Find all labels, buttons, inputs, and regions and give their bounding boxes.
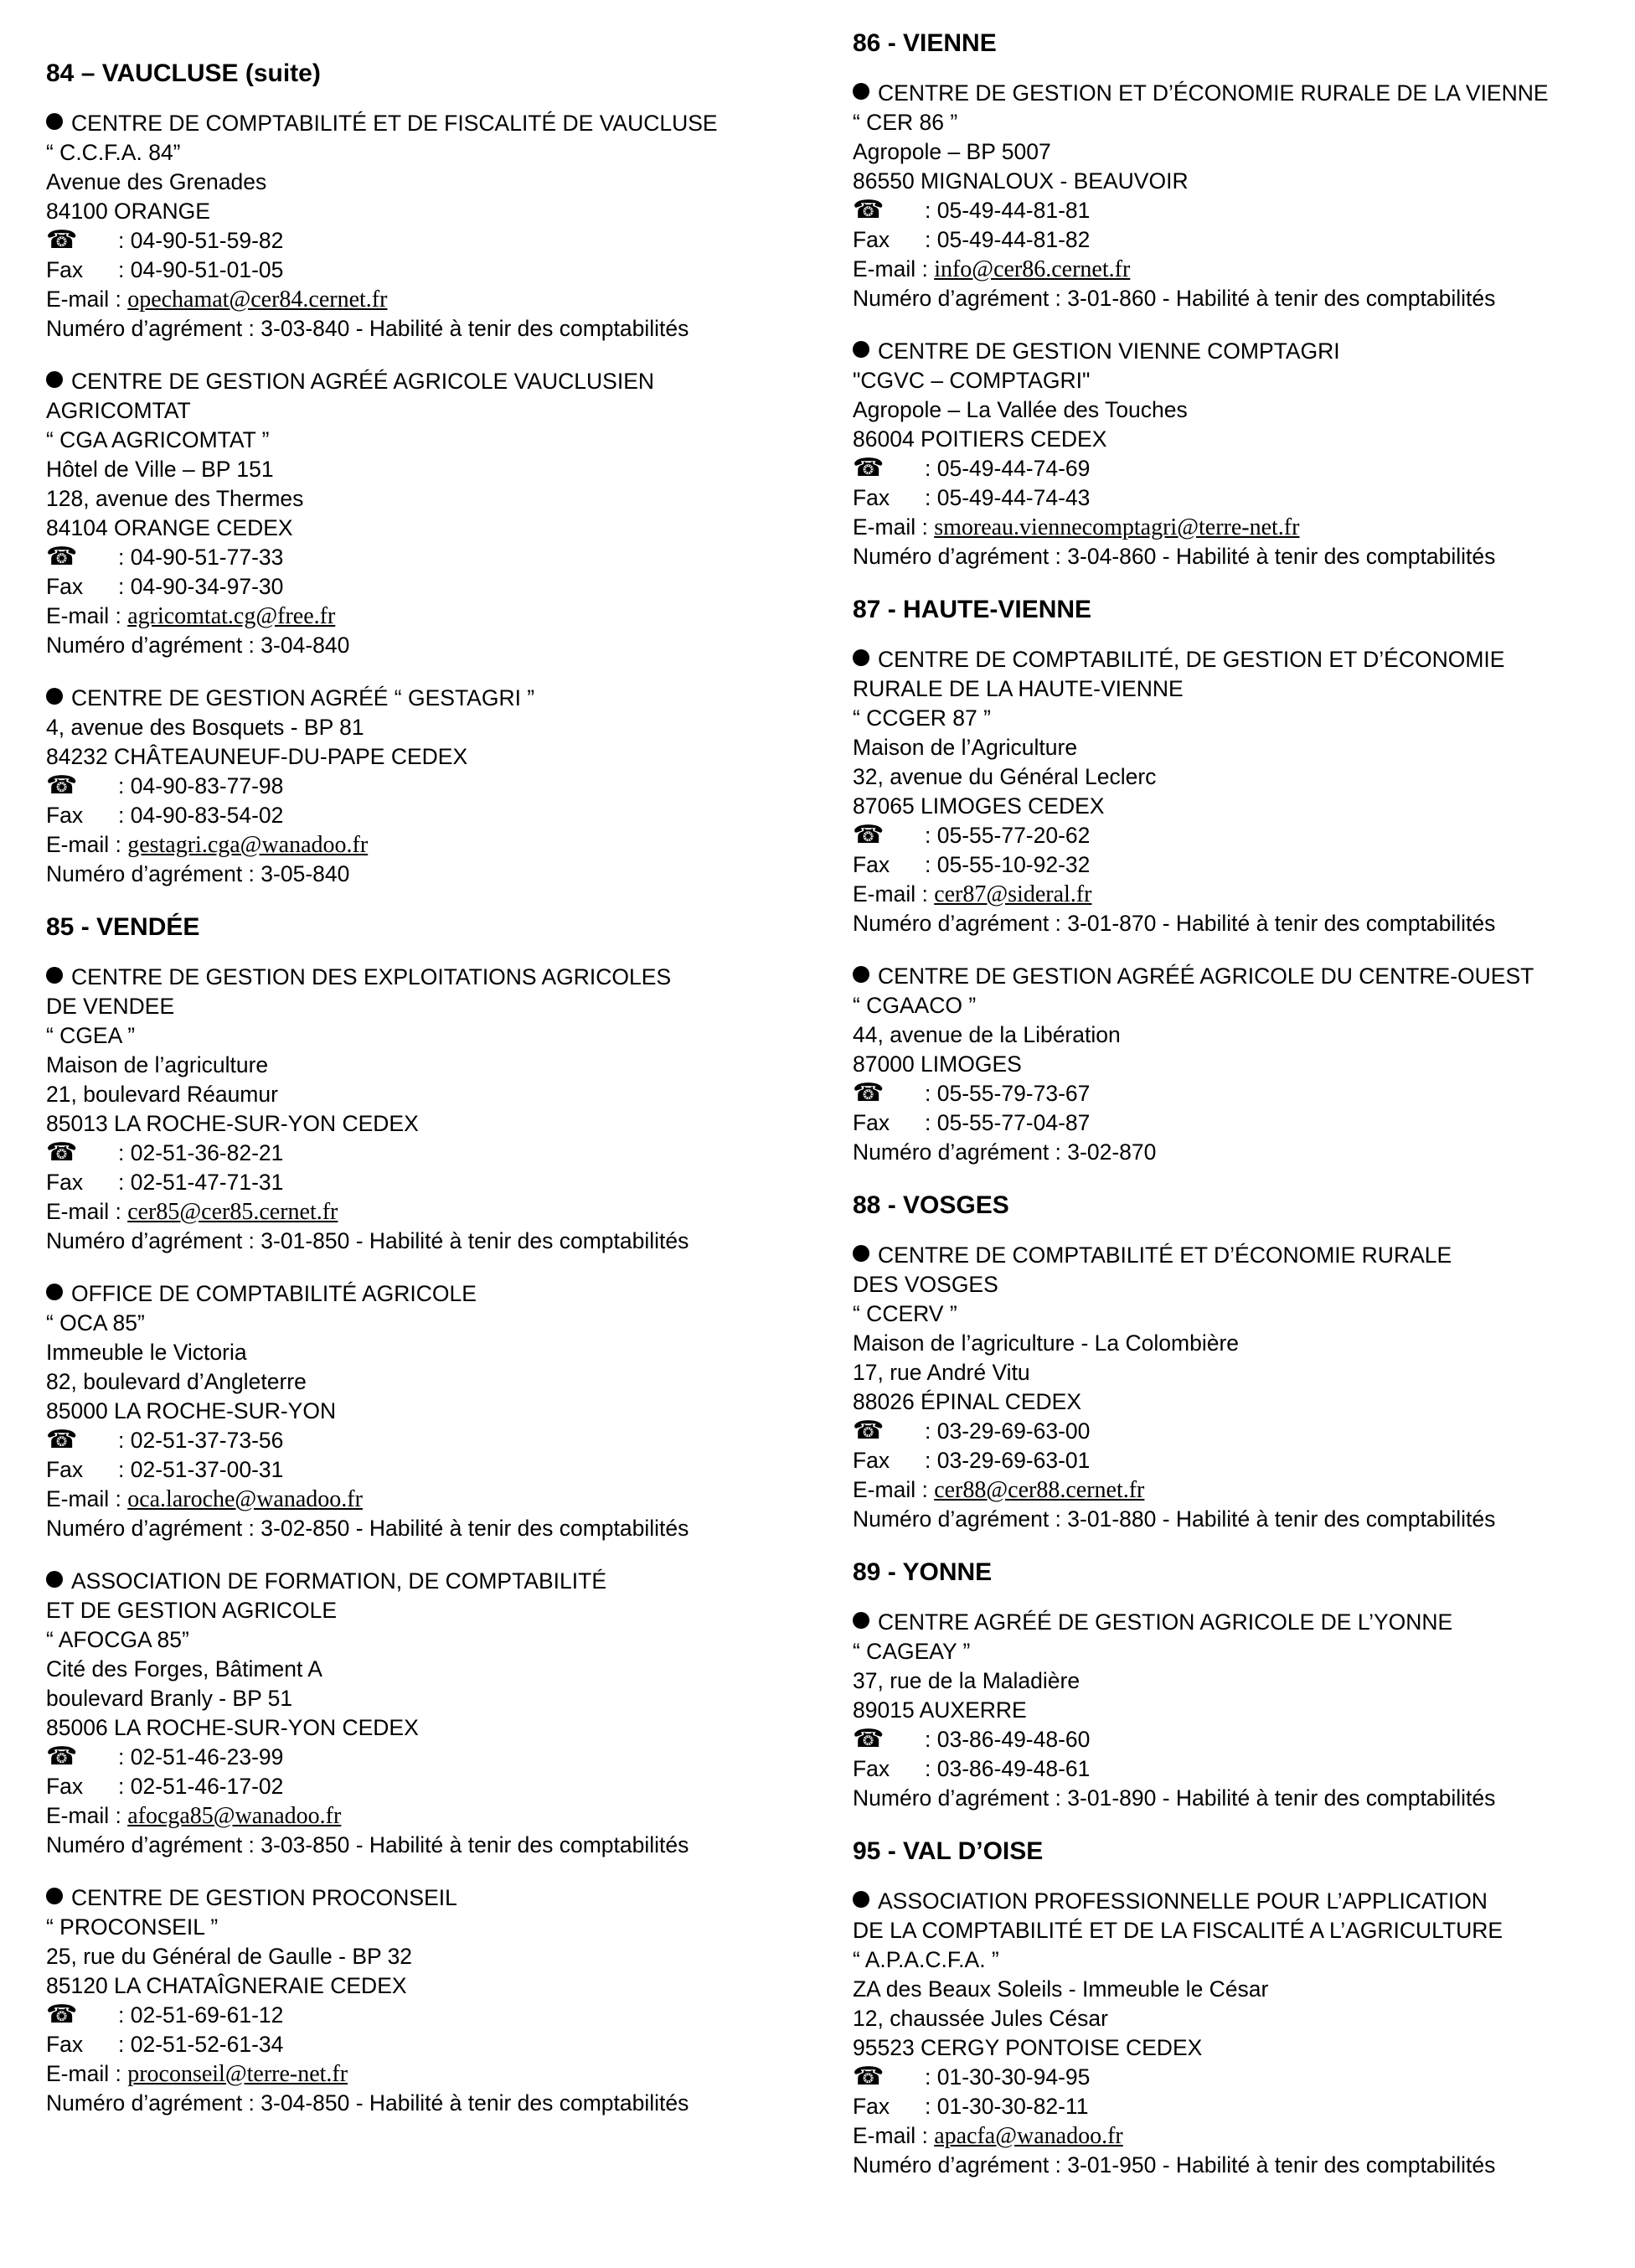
phone-line [46, 1139, 800, 1168]
fax-line [46, 256, 800, 285]
organization-name [853, 1608, 1607, 1637]
fax-number: : 04-90-51-01-05 [118, 257, 284, 282]
address-line: ZA des Beaux Soleils - Immeuble le César [853, 1976, 1269, 2002]
agrement-line: Numéro d’agrément : 3-04-850 - Habilité à tenir des comptabilités [46, 2090, 689, 2116]
address-line: 88026 ÉPINAL CEDEX [853, 1389, 1081, 1414]
organization-entry [46, 1279, 800, 1543]
email-link[interactable]: oca.laroche@wanadoo.fr [127, 1486, 363, 1512]
email-line [46, 602, 800, 631]
organization-entry [46, 684, 800, 889]
organization-name [46, 1279, 800, 1309]
email-label: E-mail : [46, 1199, 128, 1224]
organization-entry [853, 1241, 1607, 1534]
fax-number: : 03-29-69-63-01 [925, 1448, 1091, 1473]
organization-entry [853, 1608, 1607, 1813]
address-line: 85013 LA ROCHE-SUR-YON CEDEX [46, 1111, 419, 1136]
phone-line [853, 196, 1607, 225]
telephone-icon: ☎ [46, 226, 78, 254]
fax-line [853, 1108, 1607, 1138]
address-line: “ PROCONSEIL ” [46, 1914, 219, 1940]
address-line: 128, avenue des Thermes [46, 486, 304, 511]
section-title: 86 - VIENNE [853, 29, 997, 57]
bullet-icon [853, 1245, 869, 1262]
organization-name-text: DE LA COMPTABILITÉ ET DE LA FISCALITÉ A L’AGRICULTURE [853, 1918, 1503, 1943]
organization-name [46, 367, 800, 396]
telephone-icon: ☎ [853, 196, 885, 224]
address-line: 87065 LIMOGES CEDEX [853, 793, 1105, 819]
organization-name [853, 1916, 1607, 1945]
address-line: 32, avenue du Général Leclerc [853, 764, 1157, 789]
right-column [853, 28, 1607, 2203]
email-link[interactable]: opechamat@cer84.cernet.fr [127, 287, 388, 313]
email-line [46, 830, 800, 860]
organization-name-text: CENTRE DE GESTION AGRÉÉ “ GESTAGRI ” [71, 685, 535, 710]
region-section [853, 1191, 1607, 1534]
bullet-icon [853, 1891, 869, 1908]
bullet-icon [46, 1284, 63, 1300]
bullet-icon [853, 966, 869, 983]
fax-number: : 02-51-37-00-31 [118, 1457, 284, 1482]
fax-line [46, 1772, 800, 1801]
address-line: 37, rue de la Maladière [853, 1668, 1081, 1693]
organization-entry [853, 79, 1607, 313]
fax-line [46, 2030, 800, 2059]
fax-number: : 03-86-49-48-61 [925, 1756, 1091, 1781]
phone-number: : 04-90-83-77-98 [118, 773, 284, 798]
organization-name [853, 1270, 1607, 1299]
fax-line [853, 2092, 1607, 2121]
fax-line [46, 572, 800, 602]
organization-entry [853, 1887, 1607, 2180]
phone-line [46, 543, 800, 572]
phone-number: : 02-51-36-82-21 [118, 1140, 284, 1165]
phone-number: : 01-30-30-94-95 [925, 2064, 1091, 2090]
fax-line [853, 1446, 1607, 1475]
email-label: E-mail : [46, 603, 128, 628]
address-line: Maison de l’agriculture - La Colombière [853, 1330, 1240, 1356]
telephone-icon: ☎ [46, 2001, 78, 2028]
email-line [853, 255, 1607, 284]
section-title: 88 - VOSGES [853, 1191, 1009, 1219]
address-line: 85120 LA CHATAÎGNERAIE CEDEX [46, 1973, 407, 1998]
agrement-line: Numéro d’agrément : 3-01-880 - Habilité à tenir des comptabilités [853, 1506, 1496, 1532]
organization-name-text: RURALE DE LA HAUTE-VIENNE [853, 676, 1184, 701]
address-line: 84232 CHÂTEAUNEUF-DU-PAPE CEDEX [46, 744, 468, 769]
phone-number: : 05-49-44-74-69 [925, 456, 1091, 481]
organization-name [853, 337, 1607, 366]
phone-line [46, 226, 800, 256]
organization-name [46, 963, 800, 992]
address-line: 17, rue André Vitu [853, 1360, 1030, 1385]
address-line: “ CCERV ” [853, 1301, 957, 1326]
address-line: 85006 LA ROCHE-SUR-YON CEDEX [46, 1715, 419, 1740]
phone-number: : 02-51-69-61-12 [118, 2002, 284, 2028]
address-line: “ CGEA ” [46, 1023, 136, 1048]
address-line: “ CGA AGRICOMTAT ” [46, 427, 270, 452]
organization-name-text: OFFICE DE COMPTABILITÉ AGRICOLE [71, 1281, 477, 1306]
organization-entry [853, 337, 1607, 571]
fax-label: Fax [46, 803, 84, 828]
address-line: 86004 POITIERS CEDEX [853, 426, 1107, 452]
email-link[interactable]: proconseil@terre-net.fr [127, 2061, 348, 2087]
organization-entry [46, 1883, 800, 2118]
organization-name [853, 674, 1607, 704]
organization-entry [46, 1567, 800, 1860]
phone-number: : 03-86-49-48-60 [925, 1727, 1091, 1752]
organization-name-text: DES VOSGES [853, 1272, 998, 1297]
organization-name [853, 1887, 1607, 1916]
fax-number: : 05-49-44-74-43 [925, 485, 1091, 510]
telephone-icon: ☎ [853, 1725, 885, 1753]
organization-name-text: CENTRE DE GESTION DES EXPLOITATIONS AGRICOLES [71, 964, 672, 989]
bullet-icon [46, 371, 63, 388]
phone-number: : 03-29-69-63-00 [925, 1418, 1091, 1444]
fax-number: : 05-55-77-04-87 [925, 1110, 1091, 1135]
fax-label: Fax [46, 574, 84, 599]
fax-label: Fax [853, 1110, 890, 1135]
telephone-icon: ☎ [853, 1417, 885, 1444]
organization-name-text: CENTRE DE GESTION AGRÉÉ AGRICOLE VAUCLUSIEN [71, 369, 655, 394]
organization-name-text: DE VENDEE [46, 994, 175, 1019]
agrement-line: Numéro d’agrément : 3-01-890 - Habilité à tenir des comptabilités [853, 1785, 1496, 1811]
address-line: Maison de l’agriculture [46, 1052, 269, 1077]
region-section [46, 912, 800, 2118]
fax-label: Fax [46, 257, 84, 282]
organization-name [46, 109, 800, 138]
organization-entry [853, 645, 1607, 938]
bullet-icon [853, 649, 869, 666]
address-line: “ CGAACO ” [853, 993, 977, 1018]
agrement-line: Numéro d’agrément : 3-01-950 - Habilité à tenir des comptabilités [853, 2152, 1496, 2178]
bullet-icon [853, 1612, 869, 1629]
bullet-icon [853, 83, 869, 100]
organization-name [46, 684, 800, 713]
email-line [853, 513, 1607, 542]
address-line: 84100 ORANGE [46, 199, 210, 224]
email-label: E-mail : [46, 1486, 128, 1511]
region-section [853, 1837, 1607, 2180]
address-line: "CGVC – COMPTAGRI" [853, 368, 1091, 393]
phone-line [853, 454, 1607, 483]
address-line: 12, chaussée Jules César [853, 2006, 1108, 2031]
bullet-icon [46, 1888, 63, 1904]
organization-name [853, 1241, 1607, 1270]
email-label: E-mail : [853, 2123, 935, 2148]
address-line: 44, avenue de la Libération [853, 1022, 1121, 1047]
phone-line [46, 2001, 800, 2030]
telephone-icon: ☎ [46, 772, 78, 799]
organization-entry [46, 109, 800, 344]
fax-line [853, 850, 1607, 880]
fax-number: : 01-30-30-82-11 [925, 2094, 1089, 2119]
fax-label: Fax [46, 1170, 84, 1195]
agrement-line: Numéro d’agrément : 3-02-850 - Habilité à tenir des comptabilités [46, 1516, 689, 1541]
email-link[interactable]: apacfa@wanadoo.fr [934, 2123, 1123, 2149]
phone-number: : 04-90-51-59-82 [118, 228, 284, 253]
fax-label: Fax [853, 852, 890, 877]
email-link[interactable]: cer85@cer85.cernet.fr [127, 1199, 338, 1225]
email-line [853, 1475, 1607, 1505]
organization-name-text: CENTRE DE GESTION ET D’ÉCONOMIE RURALE DE LA VIENNE [878, 80, 1549, 106]
address-line: “ CCGER 87 ” [853, 705, 991, 731]
email-label: E-mail : [853, 256, 935, 282]
address-line: 21, boulevard Réaumur [46, 1082, 278, 1107]
fax-label: Fax [853, 1448, 890, 1473]
fax-label: Fax [46, 2032, 84, 2057]
phone-line [853, 2063, 1607, 2092]
phone-line [46, 772, 800, 801]
fax-number: : 02-51-47-71-31 [118, 1170, 284, 1195]
bullet-icon [46, 113, 63, 130]
fax-label: Fax [853, 2094, 890, 2119]
agrement-line: Numéro d’agrément : 3-04-860 - Habilité à tenir des comptabilités [853, 544, 1496, 569]
email-line [46, 1485, 800, 1514]
email-label: E-mail : [853, 514, 935, 540]
organization-name-text: ET DE GESTION AGRICOLE [46, 1598, 338, 1623]
address-line: “ OCA 85” [46, 1310, 145, 1335]
fax-label: Fax [853, 485, 890, 510]
fax-label: Fax [853, 1756, 890, 1781]
section-title: 85 - VENDÉE [46, 913, 200, 941]
fax-line [853, 225, 1607, 255]
region-section [853, 1558, 1607, 1813]
fax-number: : 05-49-44-81-82 [925, 227, 1091, 252]
email-line [46, 285, 800, 314]
organization-name-text: ASSOCIATION DE FORMATION, DE COMPTABILITÉ [71, 1568, 607, 1594]
phone-line [853, 1079, 1607, 1108]
phone-number: : 05-49-44-81-81 [925, 198, 1091, 223]
address-line: Cité des Forges, Bâtiment A [46, 1656, 322, 1682]
telephone-icon: ☎ [853, 2063, 885, 2090]
address-line: 4, avenue des Bosquets - BP 81 [46, 715, 364, 740]
agrement-line: Numéro d’agrément : 3-01-870 - Habilité à tenir des comptabilités [853, 911, 1496, 936]
phone-number: : 02-51-46-23-99 [118, 1744, 284, 1769]
address-line: 85000 LA ROCHE-SUR-YON [46, 1398, 337, 1423]
fax-label: Fax [853, 227, 890, 252]
address-line: “ AFOCGA 85” [46, 1627, 189, 1652]
address-line: “ A.P.A.C.F.A. ” [853, 1947, 999, 1972]
fax-number: : 04-90-34-97-30 [118, 574, 284, 599]
left-column [46, 59, 800, 2141]
bullet-icon [46, 1571, 63, 1588]
telephone-icon: ☎ [853, 454, 885, 482]
address-line: 87000 LIMOGES [853, 1051, 1022, 1077]
email-link[interactable]: smoreau.viennecomptagri@terre-net.fr [934, 514, 1300, 540]
phone-line [853, 821, 1607, 850]
organization-name-text: AGRICOMTAT [46, 398, 191, 423]
organization-name-text: CENTRE DE COMPTABILITÉ ET D’ÉCONOMIE RURALE [878, 1242, 1452, 1268]
address-line: Agropole – La Vallée des Touches [853, 397, 1188, 422]
email-label: E-mail : [853, 881, 935, 907]
telephone-icon: ☎ [46, 1426, 78, 1454]
fax-number: : 02-51-46-17-02 [118, 1774, 284, 1799]
fax-number: : 05-55-10-92-32 [925, 852, 1091, 877]
phone-line [46, 1743, 800, 1772]
section-title: 87 - HAUTE-VIENNE [853, 596, 1092, 623]
telephone-icon: ☎ [46, 543, 78, 571]
agrement-line: Numéro d’agrément : 3-03-850 - Habilité à tenir des comptabilités [46, 1832, 689, 1857]
email-link[interactable]: info@cer86.cernet.fr [934, 256, 1131, 282]
organization-name [853, 79, 1607, 108]
telephone-icon: ☎ [46, 1743, 78, 1770]
address-line: 25, rue du Général de Gaulle - BP 32 [46, 1944, 413, 1969]
address-line: “ CER 86 ” [853, 110, 958, 135]
organization-entry [46, 367, 800, 660]
address-line: 95523 CERGY PONTOISE CEDEX [853, 2035, 1203, 2060]
phone-number: : 04-90-51-77-33 [118, 545, 284, 570]
address-line: Avenue des Grenades [46, 169, 267, 194]
agrement-line: Numéro d’agrément : 3-01-860 - Habilité à tenir des comptabilités [853, 286, 1496, 311]
organization-entry [46, 963, 800, 1256]
organization-name [46, 1883, 800, 1913]
telephone-icon: ☎ [853, 821, 885, 849]
agrement-line: Numéro d’agrément : 3-04-840 [46, 633, 350, 658]
fax-line [46, 801, 800, 830]
organization-name [853, 962, 1607, 991]
organization-name [46, 396, 800, 426]
phone-number: : 05-55-77-20-62 [925, 823, 1091, 848]
agrement-line: Numéro d’agrément : 3-01-850 - Habilité à tenir des comptabilités [46, 1228, 689, 1253]
address-line: “ CAGEAY ” [853, 1639, 971, 1664]
fax-number: : 02-51-52-61-34 [118, 2032, 284, 2057]
address-line: Maison de l’Agriculture [853, 735, 1078, 760]
email-label: E-mail : [853, 1477, 935, 1502]
phone-number: : 05-55-79-73-67 [925, 1081, 1091, 1106]
agrement-line: Numéro d’agrément : 3-02-870 [853, 1139, 1157, 1165]
organization-name [853, 645, 1607, 674]
organization-entry [853, 962, 1607, 1167]
email-link[interactable]: afocga85@wanadoo.fr [127, 1803, 342, 1829]
organization-name-text: CENTRE DE GESTION VIENNE COMPTAGRI [878, 338, 1340, 364]
fax-line [853, 483, 1607, 513]
agrement-line: Numéro d’agrément : 3-05-840 [46, 861, 350, 886]
email-label: E-mail : [46, 1803, 128, 1828]
email-link[interactable]: gestagri.cga@wanadoo.fr [127, 832, 369, 858]
section-title: 89 - YONNE [853, 1558, 993, 1586]
email-link[interactable]: agricomtat.cg@free.fr [127, 603, 336, 629]
email-label: E-mail : [46, 2061, 128, 2086]
telephone-icon: ☎ [46, 1139, 78, 1166]
phone-number: : 02-51-37-73-56 [118, 1428, 284, 1453]
email-line [853, 880, 1607, 909]
organization-name [46, 992, 800, 1021]
region-section [46, 59, 800, 889]
email-line [46, 2059, 800, 2089]
section-title: 95 - VAL D’OISE [853, 1837, 1044, 1865]
address-line: 89015 AUXERRE [853, 1697, 1027, 1723]
section-title: 84 – VAUCLUSE (suite) [46, 59, 321, 87]
organization-name-text: CENTRE AGRÉÉ DE GESTION AGRICOLE DE L’YONNE [878, 1609, 1453, 1635]
email-label: E-mail : [46, 832, 128, 857]
organization-name [46, 1567, 800, 1596]
address-line: “ C.C.F.A. 84” [46, 140, 181, 165]
phone-line [853, 1417, 1607, 1446]
address-line: boulevard Branly - BP 51 [46, 1686, 293, 1711]
organization-name-text: CENTRE DE GESTION AGRÉÉ AGRICOLE DU CENTRE-OUEST [878, 964, 1534, 989]
email-line [853, 2121, 1607, 2151]
email-line [46, 1801, 800, 1831]
fax-label: Fax [46, 1774, 84, 1799]
bullet-icon [46, 967, 63, 984]
address-line: Agropole – BP 5007 [853, 139, 1051, 164]
email-line [46, 1197, 800, 1227]
fax-line [853, 1754, 1607, 1784]
fax-line [46, 1455, 800, 1485]
fax-label: Fax [46, 1457, 84, 1482]
address-line: 84104 ORANGE CEDEX [46, 515, 293, 540]
bullet-icon [853, 341, 869, 358]
agrement-line: Numéro d’agrément : 3-03-840 - Habilité à tenir des comptabilités [46, 316, 689, 341]
organization-name-text: CENTRE DE GESTION PROCONSEIL [71, 1885, 457, 1910]
address-line: Immeuble le Victoria [46, 1340, 247, 1365]
bullet-icon [46, 688, 63, 705]
fax-line [46, 1168, 800, 1197]
region-section [853, 595, 1607, 1167]
organization-name-text: CENTRE DE COMPTABILITÉ ET DE FISCALITÉ DE VAUCLUSE [71, 111, 718, 136]
organization-name [46, 1596, 800, 1625]
organization-name-text: CENTRE DE COMPTABILITÉ, DE GESTION ET D’ÉCONOMIE [878, 647, 1505, 672]
fax-number: : 04-90-83-54-02 [118, 803, 284, 828]
address-line: Hôtel de Ville – BP 151 [46, 457, 274, 482]
email-link[interactable]: cer88@cer88.cernet.fr [934, 1477, 1145, 1503]
email-link[interactable]: cer87@sideral.fr [934, 881, 1092, 907]
address-line: 86550 MIGNALOUX - BEAUVOIR [853, 168, 1189, 194]
address-line: 82, boulevard d’Angleterre [46, 1369, 307, 1394]
organization-name-text: ASSOCIATION PROFESSIONNELLE POUR L’APPLICATION [878, 1888, 1488, 1914]
phone-line [46, 1426, 800, 1455]
email-label: E-mail : [46, 287, 128, 312]
region-section [853, 28, 1607, 571]
phone-line [853, 1725, 1607, 1754]
telephone-icon: ☎ [853, 1079, 885, 1107]
